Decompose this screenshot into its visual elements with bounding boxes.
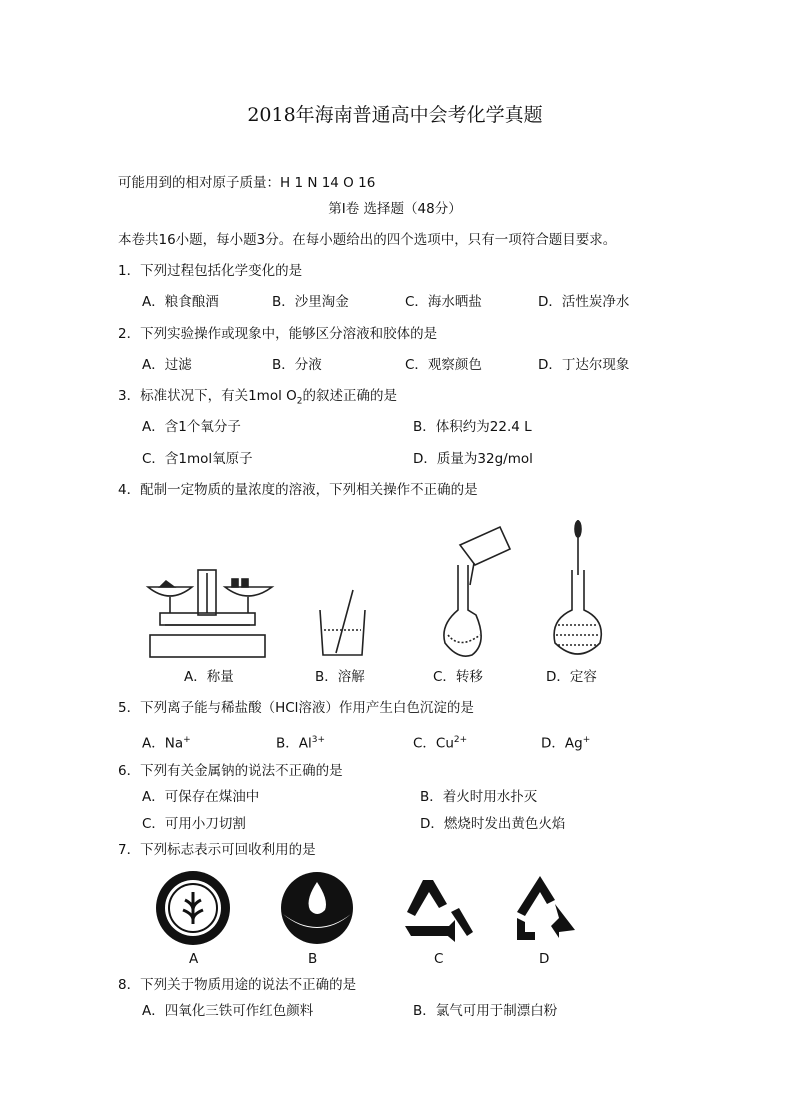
q4-option-d: D．定容 (546, 669, 597, 685)
q1-option-c: C．海水晒盐 (405, 294, 482, 310)
q3-option-c: C．含1mol氧原子 (142, 451, 253, 467)
q1-stem: 1．下列过程包括化学变化的是 (118, 263, 303, 279)
q6-stem: 6．下列有关金属钠的说法不正确的是 (118, 763, 343, 779)
q4-option-a: A．称量 (184, 669, 234, 685)
balance-illustration (148, 570, 272, 657)
instructions: 本卷共16小题，每小题3分。在每小题给出的四个选项中，只有一项符合题目要求。 (118, 232, 617, 248)
q3-option-a: A．含1个氧分子 (142, 419, 241, 435)
q6-option-d: D．燃烧时发出黄色火焰 (420, 816, 566, 832)
lab-operations-figure (140, 515, 660, 665)
q7-label-d: D (539, 951, 550, 967)
q6-option-c: C．可用小刀切割 (142, 816, 246, 832)
q6-option-a: A．可保存在煤油中 (142, 789, 260, 805)
q5-option-d (541, 731, 590, 753)
atomic-mass-note: 可能用到的相对原子质量：H 1 N 14 O 16 (118, 175, 376, 191)
q7-stem: 7．下列标志表示可回收利用的是 (118, 842, 316, 858)
q8-option-a: A．四氧化三铁可作红色颜料 (142, 1003, 314, 1019)
q8-option-b: B．氯气可用于制漂白粉 (413, 1003, 558, 1019)
q2-option-a: A．过滤 (142, 357, 192, 373)
q2-stem: 2．下列实验操作或现象中，能够区分溶液和胶体的是 (118, 326, 438, 342)
q1-option-b: B．沙里淘金 (272, 294, 349, 310)
q4-option-b: B．溶解 (315, 669, 365, 685)
q5-option-a-text: A．Na (142, 735, 184, 752)
q6-option-b: B．着火时用水扑灭 (420, 789, 538, 805)
q7-logos (155, 870, 595, 950)
q8-stem: 8．下列关于物质用途的说法不正确的是 (118, 977, 357, 993)
q1-option-a: A．粮食酿酒 (142, 294, 219, 310)
section-heading: 第Ⅰ卷 选择题（48分） (328, 201, 462, 217)
volumetric-flask-illustration (554, 520, 601, 654)
page-title: 2018年海南普通高中会考化学真题 (247, 104, 543, 126)
non-recycle-logo (517, 876, 575, 940)
q2-option-c: C．观察颜色 (405, 357, 482, 373)
recycle-logo (405, 880, 473, 942)
pollution-free-logo (156, 871, 230, 945)
q5-option-b (276, 731, 325, 753)
q7-label-a: A (189, 951, 199, 967)
q5-stem: 5．下列离子能与稀盐酸（HCl溶液）作用产生白色沉淀的是 (118, 700, 474, 716)
q3-stem-post: 的叙述正确的是 (302, 388, 397, 404)
q3-option-d: D．质量为32g/mol (413, 451, 533, 467)
q5-option-c (413, 731, 467, 753)
water-saving-logo (281, 872, 353, 944)
q3-stem (118, 387, 397, 411)
q5-option-b-text: B．Al (276, 735, 312, 752)
q3-stem-pre: 3．标准状况下，有关1mol O (118, 388, 297, 404)
q3-stem-sub: 2 (296, 396, 303, 407)
q4-option-c: C．转移 (433, 669, 483, 685)
q5-option-d-charge: + (582, 735, 591, 745)
q5-option-c-charge: 2+ (453, 735, 468, 745)
q2-option-b: B．分液 (272, 357, 322, 373)
q5-option-a (142, 731, 191, 753)
q7-label-c: C (434, 951, 444, 967)
q4-stem: 4．配制一定物质的量浓度的溶液，下列相关操作不正确的是 (118, 482, 478, 498)
beaker-illustration (320, 590, 365, 655)
q1-option-d: D．活性炭净水 (538, 294, 630, 310)
q5-option-a-charge: + (183, 735, 191, 745)
q5-option-b-charge: 3+ (311, 735, 326, 745)
q2-option-d: D．丁达尔现象 (538, 357, 630, 373)
q5-option-c-text: C．Cu (413, 735, 454, 752)
q5-option-d-text: D．Ag (541, 735, 583, 752)
q7-label-b: B (308, 951, 318, 967)
transfer-flask-illustration (444, 527, 510, 656)
q3-option-b: B．体积约为22.4 L (413, 419, 532, 435)
